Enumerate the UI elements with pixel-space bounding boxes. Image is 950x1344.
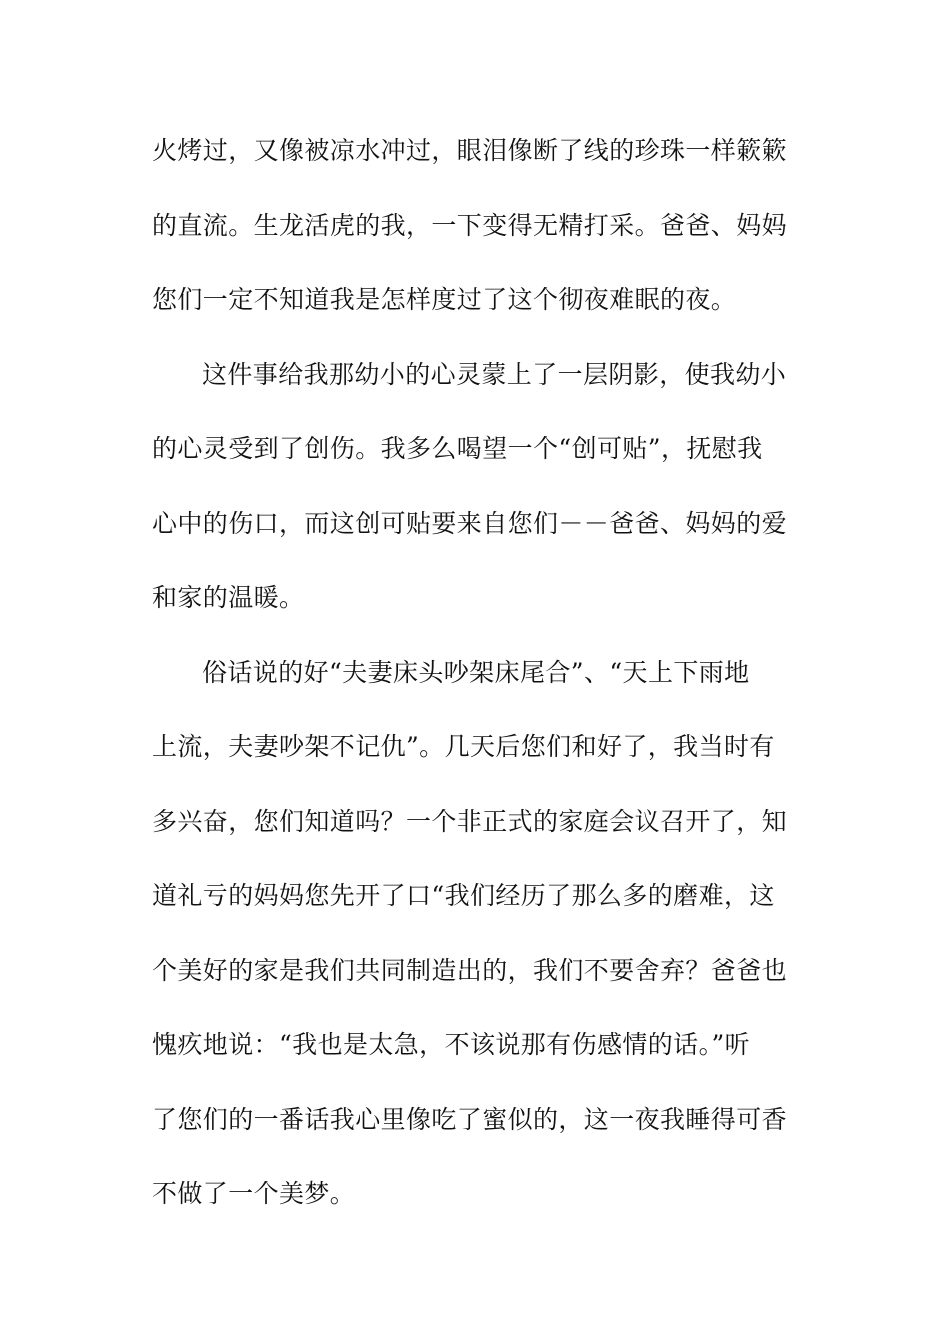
- text-line: 个美好的家是我们共同制造出的，我们不要舍弃？爸爸也: [152, 955, 788, 985]
- text-line: 了您们的一番话我心里像吃了蜜似的，这一夜我睡得可香: [152, 1104, 788, 1134]
- body-text: [152, 126, 802, 1244]
- text-line: 的心灵受到了创伤。我多么喝望一个“创可贴”，抚慰我: [152, 434, 763, 463]
- text-line: 火烤过，又像被凉水冲过，眼泪像断了线的珍珠一样簌簌: [152, 136, 788, 165]
- text-line: 愧疚地说：“我也是太急，不该说那有伤感情的话。”听: [152, 1030, 751, 1059]
- text-line: 多兴奋，您们知道吗？一个非正式的家庭会议召开了，知: [152, 806, 788, 836]
- text-line: 不做了一个美梦。: [152, 1179, 356, 1208]
- paragraph-first-line: 这件事给我那幼小的心灵蒙上了一层阴影，使我幼小: [202, 359, 787, 389]
- text-line: 和家的温暖。: [152, 583, 305, 612]
- text-line: 的直流。生龙活虎的我，一下变得无精打采。爸爸、妈妈: [152, 210, 788, 240]
- paragraph-first-line: 俗话说的好“夫妻床头吵架床尾合”、“天上下雨地: [202, 657, 750, 687]
- text-line: 您们一定不知道我是怎样度过了这个彻夜难眠的夜。: [152, 285, 737, 314]
- text-line: 道礼亏的妈妈您先开了口“我们经历了那么多的磨难，这: [152, 881, 775, 910]
- text-line: 上流，夫妻吵架不记仇”。几天后您们和好了，我当时有: [152, 732, 775, 761]
- text-line: 心中的伤口，而这创可贴要来自您们－－爸爸、妈妈的爱: [152, 508, 788, 538]
